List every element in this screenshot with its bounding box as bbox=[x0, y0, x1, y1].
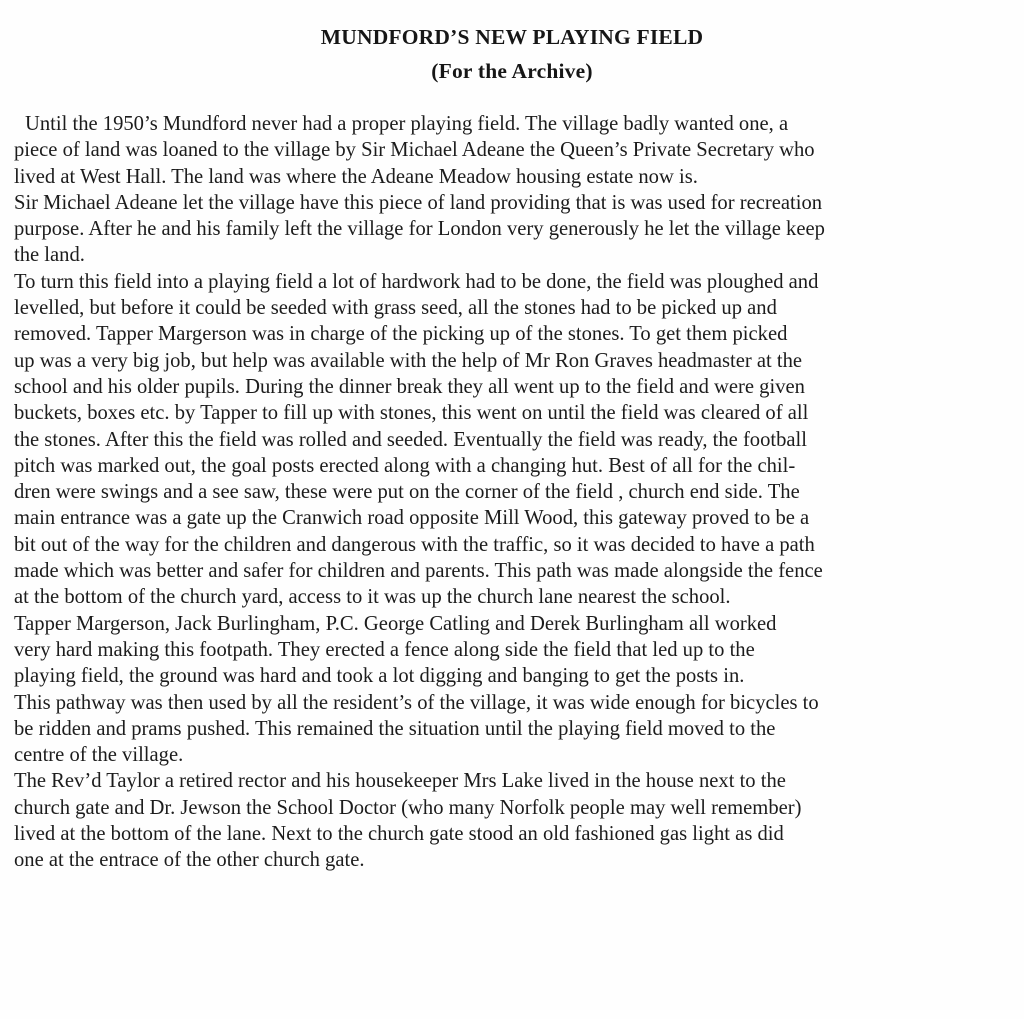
text-line: school and his older pupils. During the dinner break they all went up to the field and were given bbox=[14, 375, 805, 398]
text-line: up was a very big job, but help was available with the help of Mr Ron Graves headmaster at the bbox=[14, 349, 803, 372]
text-line: centre of the village. bbox=[14, 744, 184, 767]
text-line: dren were swings and a see saw, these were put on the corner of the field , church end side. The bbox=[14, 481, 800, 504]
text-line: removed. Tapper Margerson was in charge of the picking up of the stones. To get them picked bbox=[14, 323, 788, 346]
document-subtitle: (For the Archive) bbox=[431, 59, 593, 83]
text-line: be ridden and prams pushed. This remained the situation until the playing field moved to the bbox=[14, 717, 776, 740]
text-line: levelled, but before it could be seeded with grass seed, all the stones had to be picked up and bbox=[14, 297, 777, 320]
text-line: main entrance was a gate up the Cranwich road opposite Mill Wood, this gateway proved to be a bbox=[14, 507, 810, 530]
text-line: To turn this field into a playing field a lot of hardwork had to be done, the field was ploughed and bbox=[14, 270, 819, 293]
text-line: The Rev’d Taylor a retired rector and his housekeeper Mrs Lake lived in the house next to the bbox=[14, 770, 786, 793]
text-line: pitch was marked out, the goal posts erected along with a changing hut. Best of all for the chil- bbox=[14, 454, 796, 477]
document-body bbox=[14, 111, 1014, 874]
text-line: Until the 1950’s Mundford never had a proper playing field. The village badly wanted one, a bbox=[25, 113, 789, 135]
text-line: made which was better and safer for children and parents. This path was made alongside the fence bbox=[14, 560, 823, 583]
text-line: at the bottom of the church yard, access to it was up the church lane nearest the school. bbox=[14, 586, 731, 609]
text-line: one at the entrace of the other church gate. bbox=[14, 849, 365, 872]
text-line: bit out of the way for the children and dangerous with the traffic, so it was decided to have a path bbox=[14, 533, 815, 556]
text-line: Sir Michael Adeane let the village have this piece of land providing that is was used for recreation bbox=[14, 191, 823, 214]
document-title: MUNDFORD’S NEW PLAYING FIELD bbox=[320, 25, 704, 49]
text-line: Tapper Margerson, Jack Burlingham, P.C. George Catling and Derek Burlingham all worked bbox=[14, 612, 777, 635]
text-line: lived at the bottom of the lane. Next to the church gate stood an old fashioned gas light as did bbox=[14, 823, 784, 846]
text-line: the land. bbox=[14, 244, 85, 267]
text-line: very hard making this footpath. They erected a fence along side the field that led up to the bbox=[14, 638, 755, 661]
text-line: playing field, the ground was hard and took a lot digging and banging to get the posts in. bbox=[14, 665, 745, 688]
text-line: church gate and Dr. Jewson the School Doctor (who many Norfolk people may well remember) bbox=[14, 796, 802, 819]
text-line: lived at West Hall. The land was where the Adeane Meadow housing estate now is. bbox=[14, 165, 698, 188]
text-line: piece of land was loaned to the village by Sir Michael Adeane the Queen’s Private Secretary who bbox=[14, 139, 815, 162]
text-line: buckets, boxes etc. by Tapper to fill up with stones, this went on until the field was cleared of all bbox=[14, 402, 809, 425]
text-line: This pathway was then used by all the resident’s of the village, it was wide enough for bicycles to bbox=[14, 691, 819, 714]
text-line: purpose. After he and his family left the village for London very generously he let the village keep bbox=[14, 218, 825, 241]
text-line: the stones. After this the field was rolled and seeded. Eventually the field was ready, the football bbox=[14, 428, 807, 451]
